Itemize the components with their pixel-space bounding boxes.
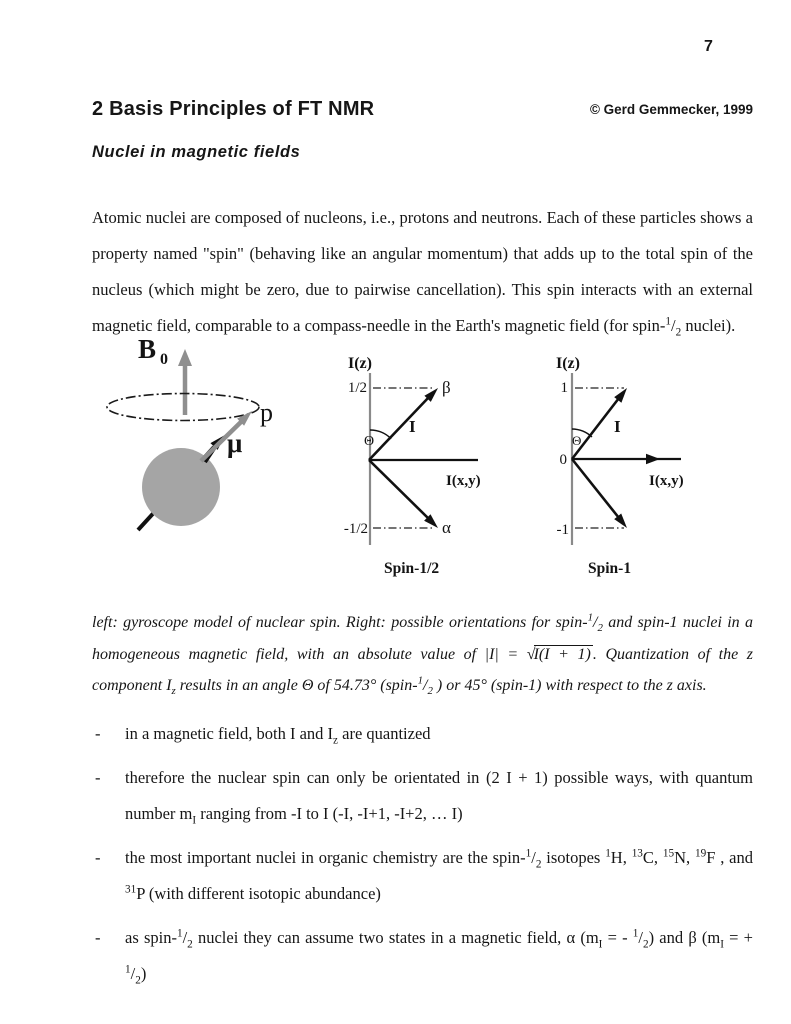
tick-minus-half: -1/2 xyxy=(343,521,368,537)
list-item: - therefore the nuclear spin can only be orientated in (2 I + 1) possible ways, with quantum number $m_I$ ranging from -I to I (-I, -I+1, -I+2, … I) xyxy=(92,760,753,832)
section-title: 2 Basis Principles of FT NMR xyxy=(92,98,375,120)
alpha-state-label: α xyxy=(442,518,451,537)
beta-state-label: β xyxy=(442,378,451,397)
copyright-note: © Gerd Gemmecker, 1999 xyxy=(589,102,753,117)
spin-one-diagram xyxy=(548,345,713,580)
up-vector-line xyxy=(572,398,619,459)
spin-half-caption: Spin-1/2 xyxy=(384,560,440,577)
tick-minus-one: -1 xyxy=(556,522,569,538)
gyroscope-model-figure xyxy=(80,318,310,580)
figure-caption: left: gyroscope model of nuclear spin. Right: possible orientations for spin-$^1/_2$ and spin-1 nuclei in a homogeneous magnetic field, with an absolute value of |I| = √I(I + 1) . Quantization of the z component $I_z$ results in an angle Θ of 54.73° ($spin-^1/_2$ ) or 45° (spin-1) with respect to the z axis. xyxy=(92,611,754,698)
zero-vector-arrowhead-icon xyxy=(646,454,660,464)
z-axis-label: I(z) xyxy=(348,355,372,372)
magnetic-moment-label: μ xyxy=(227,428,243,458)
xy-axis-label: I(x,y) xyxy=(649,473,684,489)
tick-plus-one: 1 xyxy=(560,380,568,396)
z-axis-label: I(z) xyxy=(556,355,580,372)
tick-plus-half: 1/2 xyxy=(347,380,367,396)
theta-angle-label: Θ xyxy=(572,433,582,448)
list-item: - in a magnetic field, both I and $I_z$ are quantized xyxy=(92,716,753,752)
bullet-list xyxy=(92,716,753,1000)
xy-axis-label: I(x,y) xyxy=(446,473,481,489)
theta-angle-label: Θ xyxy=(364,434,375,449)
b0-field-label-subscript: 0 xyxy=(160,351,168,368)
beta-vector-line xyxy=(369,397,429,460)
spin-vector-label: I xyxy=(614,417,621,436)
list-item: - the most important nuclei in organic chemistry are the spin-$^1/_2$ isotopes $^1$H, $^{13}$C, $^{15}$N, $^{19}$F , and $^{31}$P (with different isotopic abundance) xyxy=(92,840,753,912)
page-number: 7 xyxy=(704,38,713,55)
b0-field-arrowhead-icon xyxy=(178,349,192,366)
b0-field-label: B xyxy=(138,334,157,364)
down-vector-line xyxy=(572,459,619,518)
spin-vector-label: I xyxy=(409,417,416,436)
intro-paragraph: Atomic nuclei are composed of nucleons, i.e., protons and neutrons. Each of these particles shows a property named "spin" (behaving like an angular momentum) that adds up to the total spin of the nucleus (which might be zero, due to pairwise cancellation). This spin interacts with an external magnetic field, comparable to a compass-needle in the Earth's magnetic field (for spin-$^1/_2$ nuclei). xyxy=(92,207,753,338)
precession-label: p xyxy=(260,398,273,427)
list-item: - as spin-$^1/_2$ nuclei they can assume two states in a magnetic field, α ($m_I$ = - $^1/_2$) and β ($m_I$ = + $^1/_2$) xyxy=(92,920,753,992)
alpha-vector-line xyxy=(369,460,430,520)
spin-half-diagram xyxy=(330,345,500,580)
tick-zero: 0 xyxy=(559,452,567,468)
spin-one-caption: Spin-1 xyxy=(588,560,632,577)
subsection-title: Nuclei in magnetic fields xyxy=(92,143,301,161)
